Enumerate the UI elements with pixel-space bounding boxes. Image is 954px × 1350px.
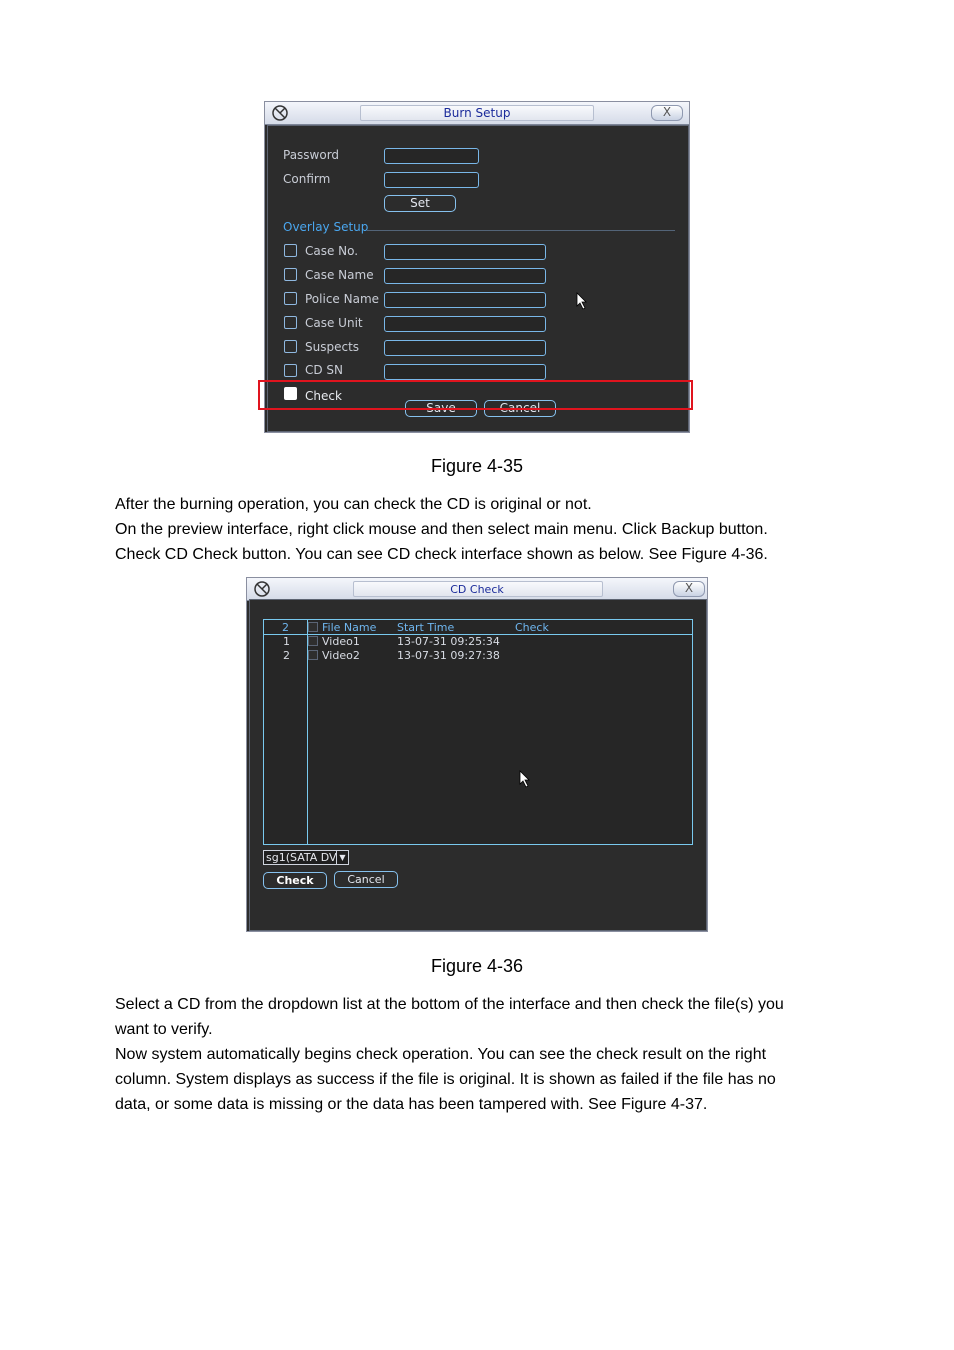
file-table	[263, 619, 693, 845]
police-name-label: Police Name	[305, 292, 380, 306]
overlay-setup-heading: Overlay Setup	[283, 220, 369, 234]
check-label: Check	[305, 389, 342, 403]
paragraph-line: data, or some data is missing or the data has been tampered with. See Figure 4-37.	[115, 1096, 708, 1113]
paragraph-line: On the preview interface, right click mouse and then select main menu. Click Backup button.	[115, 521, 768, 538]
row-index: 2	[283, 649, 290, 662]
case-name-checkbox[interactable]	[284, 268, 297, 281]
close-button[interactable]: X	[673, 581, 705, 597]
row-file-name: Video2	[322, 649, 360, 662]
check-button[interactable]: Check	[263, 872, 327, 889]
cancel-button[interactable]: Cancel	[334, 871, 398, 888]
dialog-title: CD Check	[450, 583, 504, 596]
case-unit-label: Case Unit	[305, 316, 363, 330]
suspects-label: Suspects	[305, 340, 360, 354]
device-select[interactable]	[263, 850, 349, 865]
case-no-checkbox[interactable]	[284, 244, 297, 257]
figure-caption-4-36: Figure 4-36	[430, 956, 524, 976]
confirm-label: Confirm	[283, 172, 331, 186]
cd-check-titlebar[interactable]	[247, 578, 707, 601]
column-header-count: 2	[282, 621, 289, 634]
cancel-button[interactable]: Cancel	[484, 400, 556, 417]
row-checkbox[interactable]	[308, 636, 318, 646]
cd-check-dialog	[246, 577, 708, 932]
highlight-box	[258, 380, 693, 410]
section-divider	[367, 230, 675, 231]
police-name-input[interactable]	[384, 292, 546, 308]
paragraph-line: Check CD Check button. You can see CD check interface shown as below. See Figure 4-36.	[115, 546, 768, 563]
cd-sn-checkbox[interactable]	[284, 364, 297, 377]
case-unit-checkbox[interactable]	[284, 316, 297, 329]
row-start-time: 13-07-31 09:25:34	[397, 635, 500, 648]
cd-sn-label: CD SN	[305, 363, 344, 377]
row-start-time: 13-07-31 09:27:38	[397, 649, 500, 662]
dialog-title: Burn Setup	[443, 106, 511, 120]
column-header-start-time: Start Time	[397, 621, 455, 634]
password-label: Password	[283, 148, 340, 162]
select-all-checkbox[interactable]	[308, 622, 318, 632]
suspects-input[interactable]	[384, 340, 546, 356]
confirm-input[interactable]	[384, 172, 479, 188]
paragraph-line: column. System displays as success if the file is original. It is shown as failed if the file has no	[115, 1071, 776, 1088]
cd-sn-input[interactable]	[384, 364, 546, 380]
row-index: 1	[283, 635, 290, 648]
save-button[interactable]: Save	[405, 400, 477, 417]
mouse-cursor-icon	[519, 770, 531, 788]
case-no-input[interactable]	[384, 244, 546, 260]
close-button[interactable]: X	[651, 105, 683, 121]
paragraph-line: want to verify.	[115, 1021, 213, 1038]
case-unit-input[interactable]	[384, 316, 546, 332]
police-name-checkbox[interactable]	[284, 292, 297, 305]
burn-setup-titlebar[interactable]	[265, 102, 689, 125]
dropdown-arrow-icon[interactable]: ▼	[336, 851, 348, 864]
paragraph-line: Now system automatically begins check operation. You can see the check result on the right	[115, 1046, 767, 1063]
paragraph-line: Select a CD from the dropdown list at the bottom of the interface and then check the file(s) you	[115, 996, 784, 1013]
password-input[interactable]	[384, 148, 479, 164]
device-select-value: sg1(SATA DV	[266, 851, 337, 864]
column-header-check: Check	[515, 621, 549, 634]
suspects-checkbox[interactable]	[284, 340, 297, 353]
column-header-file-name: File Name	[322, 621, 377, 634]
case-no-label: Case No.	[305, 244, 359, 258]
figure-caption-4-35: Figure 4-35	[430, 456, 524, 476]
paragraph-line: After the burning operation, you can check the CD is original or not.	[115, 496, 592, 513]
mouse-cursor-icon	[576, 292, 588, 310]
row-file-name: Video1	[322, 635, 360, 648]
case-name-label: Case Name	[305, 268, 374, 282]
row-checkbox[interactable]	[308, 650, 318, 660]
case-name-input[interactable]	[384, 268, 546, 284]
set-button[interactable]: Set	[384, 195, 456, 212]
